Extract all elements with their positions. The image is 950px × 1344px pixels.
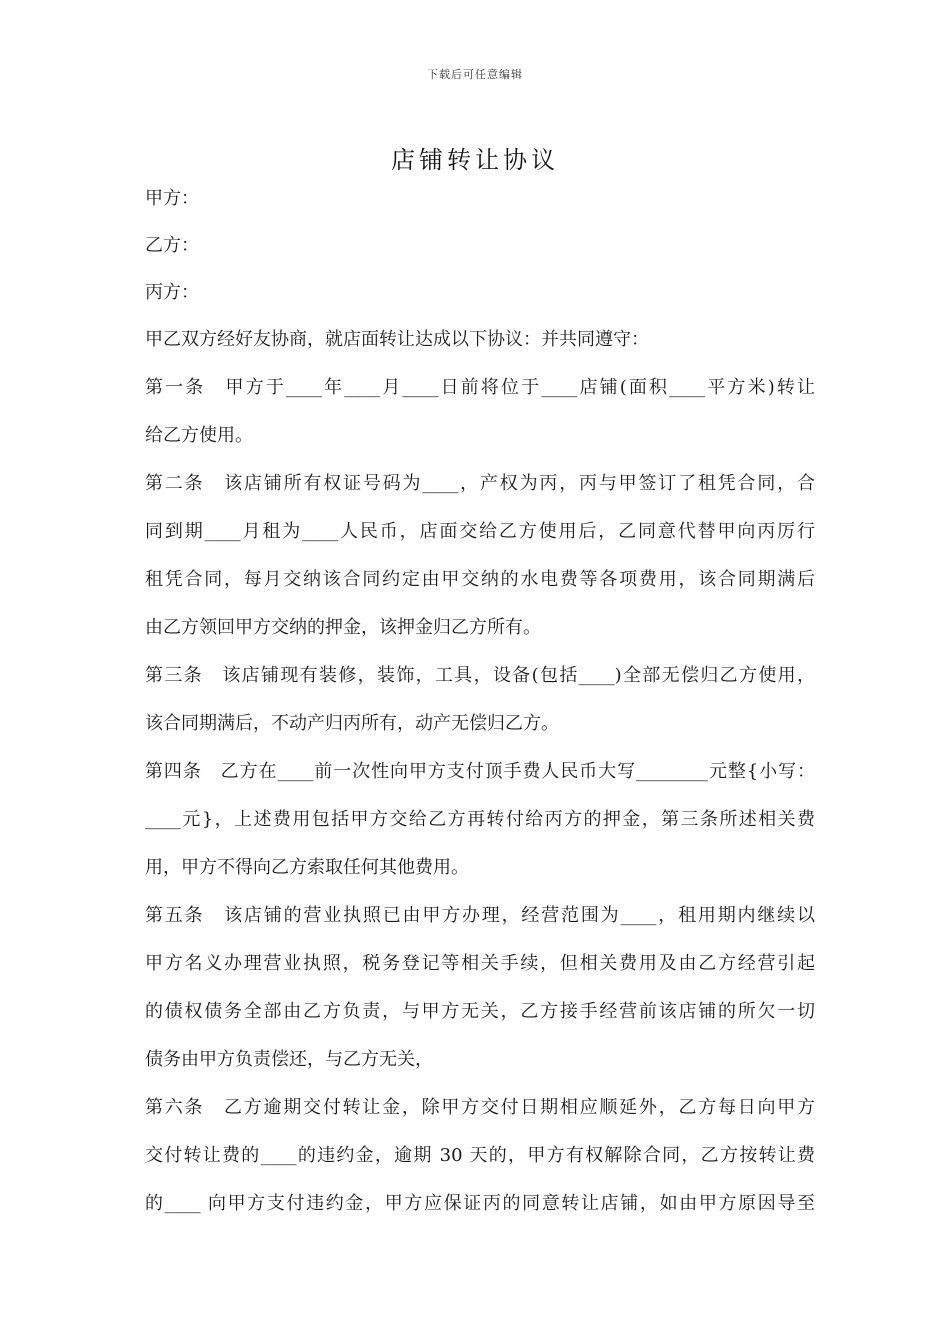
document-title: 店铺转让协议 — [391, 146, 559, 175]
article-2-line-3: 租凭合同，每月交纳该合同约定由甲交纳的水电费等各项费用，该合同期满后 — [145, 569, 815, 590]
header-note: 下载后可任意编辑 — [427, 68, 523, 81]
article-6-line-1: 第六条 乙方逾期交付转让金，除甲方交付日期相应顺延外，乙方每日向甲方 — [145, 1097, 815, 1118]
article-2 — [145, 472, 815, 640]
article-5-line-4: 债务由甲方负责偿还，与乙方无关， — [145, 1049, 433, 1070]
article-4-line-1: 第四条 乙方在____前一次性向甲方支付顶手费人民币大写________元整{小写： — [145, 761, 815, 782]
article-1-line-2: 给乙方使用。 — [145, 425, 253, 446]
article-3-line-1: 第三条 该店铺现有装修，装饰，工具，设备(包括____)全部无偿归乙方使用， — [145, 665, 815, 686]
article-5-line-3: 的债权债务全部由乙方负责，与甲方无关，乙方接手经营前该店铺的所欠一切 — [145, 1001, 815, 1022]
party-jia: 甲方： — [145, 188, 199, 209]
article-6 — [145, 1096, 815, 1216]
document-body — [145, 187, 815, 1216]
party-bing: 丙方： — [145, 282, 199, 303]
article-2-line-4: 由乙方领回甲方交纳的押金，该押金归乙方所有。 — [145, 617, 541, 638]
article-2-line-1: 第二条 该店铺所有权证号码为____，产权为丙，丙与甲签订了租凭合同，合 — [145, 473, 815, 494]
article-1-line-1: 第一条 甲方于____年____月____日前将位于____店铺(面积____平方米)转让 — [145, 377, 815, 398]
article-5-line-1: 第五条 该店铺的营业执照已由甲方办理，经营范围为____，租用期内继续以 — [145, 905, 815, 926]
article-5-line-2: 甲方名义办理营业执照，税务登记等相关手续，但相关费用及由乙方经营引起 — [145, 953, 815, 974]
article-2-line-2: 同到期____月租为____人民币，店面交给乙方使用后，乙同意代替甲向丙厉行 — [145, 521, 815, 542]
article-3-line-2: 该合同期满后，不动产归丙所有，动产无偿归乙方。 — [145, 713, 559, 734]
article-4-line-2: ____元}，上述费用包括甲方交给乙方再转付给丙方的押金，第三条所述相关费 — [145, 809, 815, 830]
article-5 — [145, 904, 815, 1072]
party-yi: 乙方： — [145, 235, 199, 256]
article-6-line-3: 的____ 向甲方支付违约金，甲方应保证丙的同意转让店铺，如由甲方原因导至 — [145, 1193, 815, 1214]
article-6-line-2: 交付转让费的____的违约金，逾期 30 天的，甲方有权解除合同，乙方按转让费 — [145, 1145, 815, 1166]
article-4-line-3: 用，甲方不得向乙方索取任何其他费用。 — [145, 857, 469, 878]
article-3 — [145, 664, 815, 736]
intro-paragraph: 甲乙双方经好友协商，就店面转让达成以下协议：并共同遵守： — [145, 329, 649, 350]
article-4 — [145, 760, 815, 880]
article-1 — [145, 376, 815, 448]
